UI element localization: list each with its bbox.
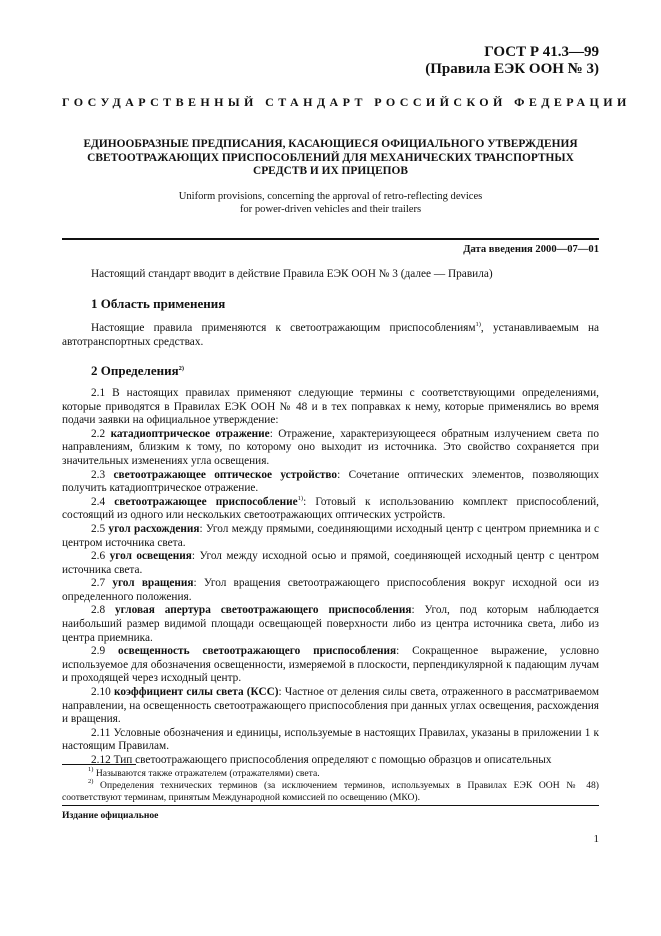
definition-item xyxy=(62,469,599,496)
document-body xyxy=(62,268,599,768)
intro-date: Дата введения 2000—07—01 xyxy=(463,244,599,255)
definition-number: 2.9 xyxy=(91,645,106,658)
definition-text: Условные обозначения и единицы, используемые в настоящих Правилах, указаны в приложении 1 к настоящим Правилам. xyxy=(62,726,599,753)
definition-term: угол освещения xyxy=(109,550,192,563)
definition-number: 2.4 xyxy=(91,495,106,508)
definition-number: 2.11 xyxy=(91,726,111,739)
footnote xyxy=(62,768,599,780)
section-2-heading xyxy=(62,364,599,378)
definition-item xyxy=(62,496,599,523)
section-1-text: , устанавливаемым на автотранспортных средствах. xyxy=(62,322,600,348)
english-title-line: for power-driven vehicles and their trailers xyxy=(239,203,422,215)
section-1-heading: 1 Область применения xyxy=(91,295,226,311)
page-number: 1 xyxy=(593,833,599,845)
definition-item xyxy=(62,686,599,727)
standard-line: ГОСУДАРСТВЕННЫЙ СТАНДАРТ РОССИЙСКОЙ ФЕДЕРАЦИИ xyxy=(62,95,631,109)
definition-text: : Угол между прямыми, соединяющими исходный центр с центром приемника и с центром источника света. xyxy=(62,522,599,549)
intro-paragraph: Настоящий стандарт вводит в действие Правила ЕЭК ООН № 3 (далее — Правила) xyxy=(91,268,493,280)
definition-term: угол расхождения xyxy=(108,522,200,535)
edition-label: Издание официальное xyxy=(62,810,159,821)
english-title xyxy=(62,191,599,216)
definition-text: : Сокращенное выражение, условно используемое для обозначения освещенности, измеряемой в плоскости, перпендикулярной к падающим лучам и проходящей через исходный центр. xyxy=(62,645,600,685)
gost-rule: (Правила ЕЭК ООН № 3) xyxy=(425,61,599,77)
section-2-heading-text: 2 Определения xyxy=(91,363,179,379)
definition-item xyxy=(62,523,599,550)
definition-text: : Сочетание оптических элементов, позволяющих получить катадиоптрическое отражение. xyxy=(62,468,600,495)
gost-header xyxy=(425,44,599,78)
title-line: ЕДИНООБРАЗНЫЕ ПРЕДПИСАНИЯ, КАСАЮЩИЕСЯ ОФИЦИАЛЬНОГО УТВЕРЖДЕНИЯ xyxy=(83,138,578,150)
section-1-paragraph xyxy=(62,322,599,349)
definition-number: 2.7 xyxy=(91,577,106,590)
definition-text: : Угол, под которым наблюдается наибольший размер видимой площади освещающей поверхности либо из центра источника света, либо из центра приемника. xyxy=(62,604,599,644)
definition-item xyxy=(62,428,599,469)
footnote-mark: 2) xyxy=(88,778,94,785)
definition-item xyxy=(62,577,599,604)
footnote-ref: 1) xyxy=(297,494,304,502)
footnote-divider xyxy=(62,764,136,765)
footnote-mark: 1) xyxy=(88,766,94,773)
footnote-text: Определения технических терминов (за исключением терминов, используемых в Правилах ЕЭК ООН № 48) соответствуют терминам, принятым Международной комиссией по освещению (МКО). xyxy=(62,780,599,803)
definition-number: 2.12 xyxy=(91,754,111,766)
definition-item xyxy=(62,754,599,768)
definition-text: : Угол между исходной осью и прямой, соединяющей исходный центр с центром источника света. xyxy=(62,550,600,576)
definition-term: освещенность светоотражающего приспособления xyxy=(118,645,397,658)
definition-term: угловая апертура светоотражающего приспособления xyxy=(115,604,412,617)
definition-text: Тип светоотражающего приспособления определяют с помощью образцов и описательных xyxy=(113,754,552,766)
title-divider xyxy=(62,238,599,240)
definition-number: 2.5 xyxy=(91,522,106,535)
title-line: СРЕДСТВ И ИХ ПРИЦЕПОВ xyxy=(253,165,408,177)
edition-divider xyxy=(62,805,599,806)
definition-term: коэффициент силы света (КСС) xyxy=(113,686,279,699)
definition-text: : Готовый к использованию комплект приспособлений, состоящий из одного или нескольких светоотражающих оптических устройств. xyxy=(62,495,599,522)
definition-text: : Частное от деления силы света, отраженного в рассматриваемом направлении, на освещенность светоотражающего приспособления при данных углах освещения, расхождения и вращения. xyxy=(62,686,599,726)
title-line: СВЕТООТРАЖАЮЩИХ ПРИСПОСОБЛЕНИЙ ДЛЯ МЕХАНИЧЕСКИХ ТРАНСПОРТНЫХ xyxy=(87,151,574,164)
definition-term: угол вращения xyxy=(112,577,194,590)
section-1-text: Настоящие правила применяются к светоотражающим приспособлениям xyxy=(91,322,476,335)
gost-number: ГОСТ Р 41.3—99 xyxy=(484,44,599,60)
definition-number: 2.3 xyxy=(91,468,106,481)
definition-term: катадиоптрическое отражение xyxy=(110,427,270,440)
definition-item xyxy=(62,387,599,428)
definition-number: 2.1 xyxy=(91,386,106,399)
definition-number: 2.2 xyxy=(91,427,106,440)
definition-item xyxy=(62,727,599,754)
definition-number: 2.6 xyxy=(91,550,106,563)
definition-item xyxy=(62,645,599,686)
definition-number: 2.8 xyxy=(91,604,106,617)
definition-text: В настоящих правилах применяют следующие термины с соответствующими определениями, которые приводятся в Правилах ЕЭК ООН № 48 и в тех поправках к нему, которые применялись во время подачи заявки на официальное утверждение: xyxy=(62,386,599,427)
definition-text: : Отражение, характеризующееся обратным излучением света по направлениям, близким к тому, по которому оно выходит из источника. Это свойство сохраняется при значительных изменениях угла освещения. xyxy=(62,427,599,467)
footnote xyxy=(62,780,599,804)
document-title xyxy=(62,138,599,179)
definition-term: светоотражающее приспособление xyxy=(114,495,298,508)
definition-text: : Угол вращения светоотражающего приспособления вокруг исходной оси из определенного положения. xyxy=(62,577,599,603)
definition-term: светоотражающее оптическое устройство xyxy=(113,468,338,481)
definition-item xyxy=(62,604,599,645)
definition-number: 2.10 xyxy=(91,686,111,699)
footnote-text: Называются также отражателем (отражателями) света. xyxy=(95,768,320,779)
definitions-list xyxy=(62,387,599,768)
footnote-ref: 1) xyxy=(475,321,481,329)
definition-item xyxy=(62,550,599,577)
footnotes xyxy=(62,768,599,804)
english-title-line: Uniform provisions, concerning the approval of retro-reflecting devices xyxy=(178,191,483,202)
footnote-ref: 2) xyxy=(178,365,185,373)
